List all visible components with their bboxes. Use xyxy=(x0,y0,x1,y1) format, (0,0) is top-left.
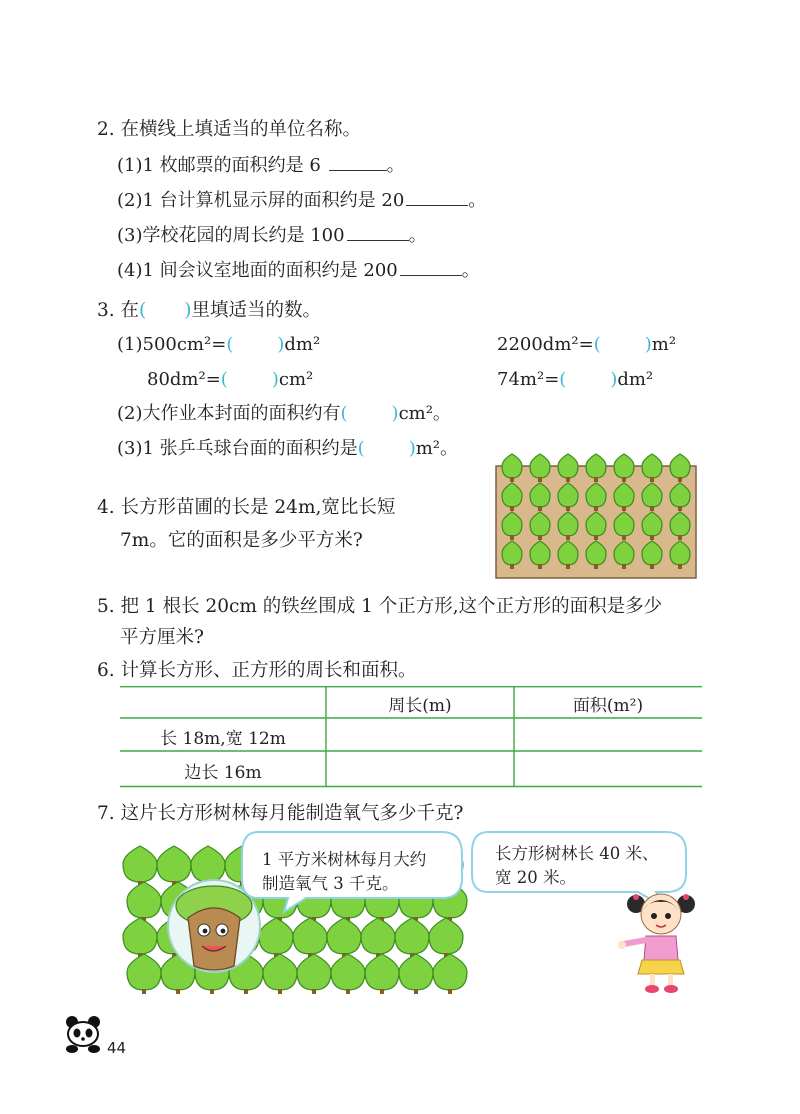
tree-icon xyxy=(361,918,395,958)
answer-blank[interactable] xyxy=(406,187,468,206)
page-number: 44 xyxy=(107,1039,127,1057)
tree-icon xyxy=(263,954,297,994)
q3-row-1a: (1)500cm²=( )dm² xyxy=(117,334,321,355)
tree-icon xyxy=(293,918,327,958)
tree-icon xyxy=(365,954,399,994)
q4-line-2: 7m。它的面积是多少平方米? xyxy=(120,530,363,551)
table-header-area: 面积(m²) xyxy=(572,696,644,716)
panda-icon xyxy=(60,1013,106,1055)
q5-line-2: 平方厘米? xyxy=(120,627,204,648)
table-cell-answer[interactable] xyxy=(328,720,512,749)
q2-item-3: (3)学校花园的周长约是 100 。 xyxy=(117,222,427,249)
q4-line-1: 4. 长方形苗圃的长是 24m,宽比长短 xyxy=(97,497,396,518)
answer-blank[interactable] xyxy=(329,152,387,171)
q5-line-1: 5. 把 1 根长 20cm 的铁丝围成 1 个正方形,这个正方形的面积是多少 xyxy=(97,596,663,617)
tree-icon xyxy=(127,882,161,922)
table-cell-answer[interactable] xyxy=(328,753,512,784)
q2-item-2: (2)1 台计算机显示屏的面积约是 20 。 xyxy=(117,187,486,214)
girl-character-illustration xyxy=(616,884,706,996)
tree-icon xyxy=(433,954,467,994)
bubble-2-line-2: 宽 20 米。 xyxy=(495,868,576,887)
tree-icon xyxy=(331,954,365,994)
table-header-perimeter: 周长(m) xyxy=(388,696,452,716)
nursery-illustration xyxy=(494,448,700,580)
q6-title: 6. 计算长方形、正方形的周长和面积。 xyxy=(97,660,417,681)
tree-icon xyxy=(327,918,361,958)
tree-icon xyxy=(429,918,463,958)
tree-icon xyxy=(127,954,161,994)
bubble-1-line-2: 制造氧气 3 千克。 xyxy=(262,874,399,893)
q2-item-4: (4)1 间会议室地面的面积约是 200 。 xyxy=(117,257,480,284)
bubble-2-line-1: 长方形树林长 40 米、 xyxy=(495,844,659,863)
perimeter-area-table xyxy=(120,686,702,788)
answer-blank[interactable] xyxy=(347,222,409,241)
tree-icon xyxy=(297,954,331,994)
tree-icon xyxy=(123,918,157,958)
table-row-square-label: 边长 16m xyxy=(184,763,262,783)
q3-title: 3. 在( )里填适当的数。 xyxy=(97,300,321,321)
table-cell-answer[interactable] xyxy=(516,753,700,784)
q3-row-2b: 74m²=( )dm² xyxy=(497,369,654,390)
q3-row-3: (2)大作业本封面的面积约有( )cm²。 xyxy=(117,403,451,424)
q3-row-4: (3)1 张乒乓球台面的面积约是( )m²。 xyxy=(117,438,459,459)
answer-blank[interactable] xyxy=(400,257,462,276)
tree-icon xyxy=(399,954,433,994)
q7-title: 7. 这片长方形树林每月能制造氧气多少千克? xyxy=(97,803,464,824)
bubble-1-line-1: 1 平方米树林每月大约 xyxy=(262,850,427,869)
tree-icon xyxy=(395,918,429,958)
tree-icon xyxy=(259,918,293,958)
table-cell-answer[interactable] xyxy=(516,720,700,749)
table-row-rectangle-label: 长 18m,宽 12m xyxy=(160,729,286,749)
tree-icon xyxy=(157,846,191,886)
q2-item-1: (1)1 枚邮票的面积约是 6 。 xyxy=(117,152,405,179)
tree-icon xyxy=(123,846,157,886)
q2-title: 2. 在横线上填适当的单位名称。 xyxy=(97,119,362,140)
q3-row-1b: 2200dm²=( )m² xyxy=(497,334,677,355)
q3-row-2a: 80dm²=( )cm² xyxy=(147,369,314,390)
